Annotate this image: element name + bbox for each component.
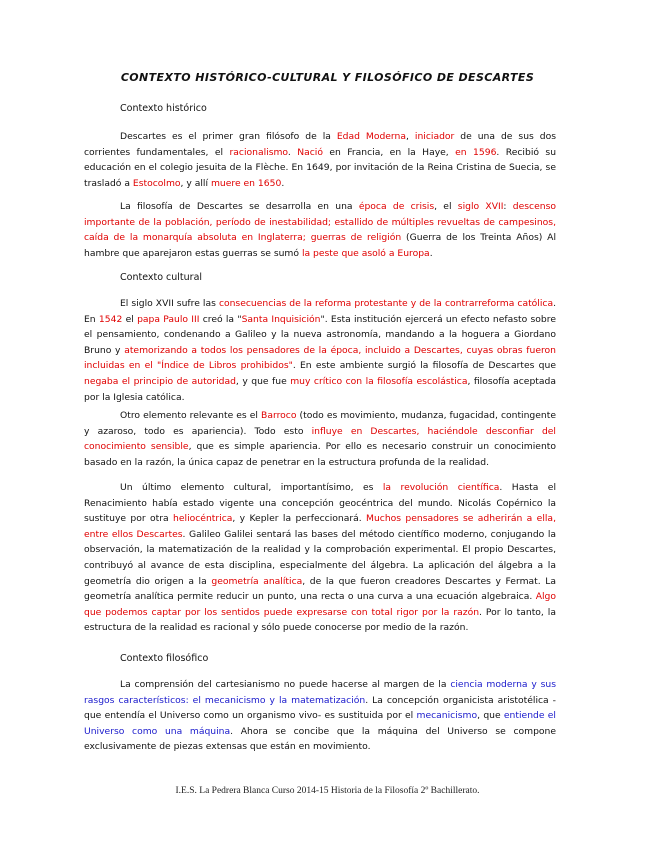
document-title: CONTEXTO HISTÓRICO-CULTURAL Y FILOSÓFICO DE DESCARTES (120, 71, 535, 84)
text-run: . Ahora se concibe que la máquina del Universo se compone exclusivamente de piezas extensas que están en movimiento. (84, 725, 556, 753)
section-heading-filosofico: Contexto filosófico (120, 653, 209, 664)
text-run: Descartes es el primer gran filósofo de la (120, 131, 337, 142)
text-run: Un último elemento cultural, importantísimo, es (120, 482, 383, 493)
highlighted-text: en 1596 (455, 146, 497, 158)
text-run: . (281, 177, 285, 189)
highlighted-text: ciencia moderna y sus rasgos característicos: el mecanicismo y la matematización (84, 679, 556, 706)
text-run: ". Esta institución ejercerá un efecto nefasto sobre el pensamiento, condenando a Galileo y la nueva astronomía, mandando a la hoguera a Giordano Bruno y (84, 313, 556, 356)
text-run: Otro elemento relevante es el (120, 410, 262, 421)
text-run: , y que fue (235, 375, 291, 387)
text-run: La filosofía de Descartes se desarrolla en una (120, 201, 359, 212)
highlighted-text: Santa Inquisición (241, 313, 321, 325)
highlighted-text: 1542 (98, 313, 123, 325)
text-run: : (503, 201, 513, 212)
text-run: (Guerra de los Treinta Años) Al hambre que aparejaron estas guerras se sumó (84, 232, 557, 259)
highlighted-text: Estocolmo (132, 177, 181, 189)
paragraph-cultural-2 (84, 408, 556, 470)
highlighted-text: Algo que podemos captar por los sentidos puede expresarse con total rigor por la razón (84, 591, 556, 618)
highlighted-text: influye en Descartes, haciéndole desconfiar del conocimiento sensible (84, 425, 556, 453)
text-run: . (287, 146, 298, 158)
highlighted-text: siglo XVII (457, 201, 504, 212)
highlighted-text: heliocéntrica (173, 513, 233, 525)
paragraph-historico-1 (84, 129, 556, 191)
highlighted-text: papa Paulo III (137, 313, 200, 325)
highlighted-text: época de crisis (358, 201, 435, 212)
text-run: , el (434, 201, 458, 212)
text-run: , que es simple apariencia. Por ello es necesario construir un conocimiento basado en la razón, la única capaz de penetrar en la estructura profunda de la realidad. (84, 441, 556, 468)
text-run: . En (84, 298, 557, 325)
highlighted-text: negaba el principio de autoridad (84, 375, 236, 387)
text-run: . Por lo tanto, la estructura de la realidad es racional y sólo puede conocerse por medio de la razón. (84, 606, 556, 634)
text-run: . Hasta el Renacimiento había estado vigente una concepción geocéntrica del mundo. Nicolás Copérnico la sustituye por otra (84, 482, 557, 525)
highlighted-text: mecanicismo (416, 710, 478, 722)
highlighted-text: muere en 1650 (210, 177, 282, 189)
text-run: . En este ambiente surgió la filosofía de Descartes que (292, 360, 556, 372)
paragraph-cultural-1 (84, 296, 556, 405)
text-run: El siglo XVII sufre las (120, 298, 219, 309)
highlighted-text: racionalismo (229, 146, 288, 158)
highlighted-text: geometría analítica (211, 575, 303, 587)
highlighted-text: atemorizando a todos los pensadores de la época, incluido a Descartes, cuyas obras fueron incluidas en el "Índice de Libros prohibidos" (84, 344, 556, 372)
text-run: , filosofía aceptada por la Iglesia católica. (84, 375, 556, 403)
text-run: . Recibió su educación en el colegio jesuita de la Flèche. En 1649, por invitación de la Reina Cristina de Suecia, se trasladó a (84, 146, 557, 189)
text-run: . (429, 247, 433, 259)
paragraph-filosofico-1 (84, 677, 556, 755)
paragraph-historico-2 (84, 199, 556, 261)
text-run: , y Kepler la perfeccionará. (232, 513, 367, 525)
highlighted-text: iniciador (414, 131, 455, 142)
highlighted-text: la peste que asoló a Europa (301, 247, 430, 259)
text-run: en Francia, en la Haye, (322, 146, 456, 158)
text-run: creó la " (199, 313, 242, 325)
text-run: La comprensión del cartesianismo no puede hacerse al margen de la (120, 679, 451, 690)
highlighted-text: descenso importante de la población, período de inestabilidad; estallido de múltiples revueltas de campesinos, caída de la monarquía absoluta en Inglaterra; guerras de religión (84, 201, 556, 244)
text-run: . Galileo Galilei sentará las bases del método científico moderno, conjugando la observación, la matematización de la realidad y la comprobación experimental. El propio Descartes, contribuyó al avance de esta disciplina, especialmente del álgebra. La aplicación del álgebra a la geometría dio origen a la (84, 528, 556, 587)
highlighted-text: consecuencias de la reforma protestante y de la contrarreforma católica (218, 298, 554, 309)
text-run: , y allí (180, 177, 211, 189)
section-heading-historico: Contexto histórico (120, 103, 207, 114)
highlighted-text: Muchos pensadores se adherirán a ella, entre ellos Descartes (84, 513, 556, 540)
highlighted-text: muy crítico con la filosofía escolástica (290, 375, 468, 387)
highlighted-text: la revolución científica (382, 482, 500, 493)
text-run: el (122, 313, 138, 325)
page-footer: I.E.S. La Pedrera Blanca Curso 2014-15 Historia de la Filosofía 2º Bachillerato. (175, 786, 480, 796)
highlighted-text: Barroco (261, 410, 297, 421)
text-run: . La concepción organicista aristotélica -que entendía el Universo como un organismo vivo- es sustituida por el (84, 694, 556, 722)
text-run: de una de sus dos corrientes fundamentales, el (84, 131, 556, 158)
section-heading-cultural: Contexto cultural (120, 272, 203, 283)
text-run: , de la que fueron creadores Descartes y Fermat. La geometría analítica permite reducir un punto, una recta o una curva a una ecuación algebraica. (84, 575, 557, 603)
highlighted-text: Edad Moderna (336, 131, 407, 142)
highlighted-text: entiende el Universo como una máquina (84, 710, 556, 737)
text-run: , que (477, 710, 504, 722)
highlighted-text: Nació (297, 146, 323, 158)
text-run: (todo es movimiento, mudanza, fugacidad, contingente y azaroso, todo es apariencia). Todo esto (84, 410, 556, 437)
paragraph-cultural-3 (84, 480, 556, 636)
text-run: , (406, 131, 415, 142)
